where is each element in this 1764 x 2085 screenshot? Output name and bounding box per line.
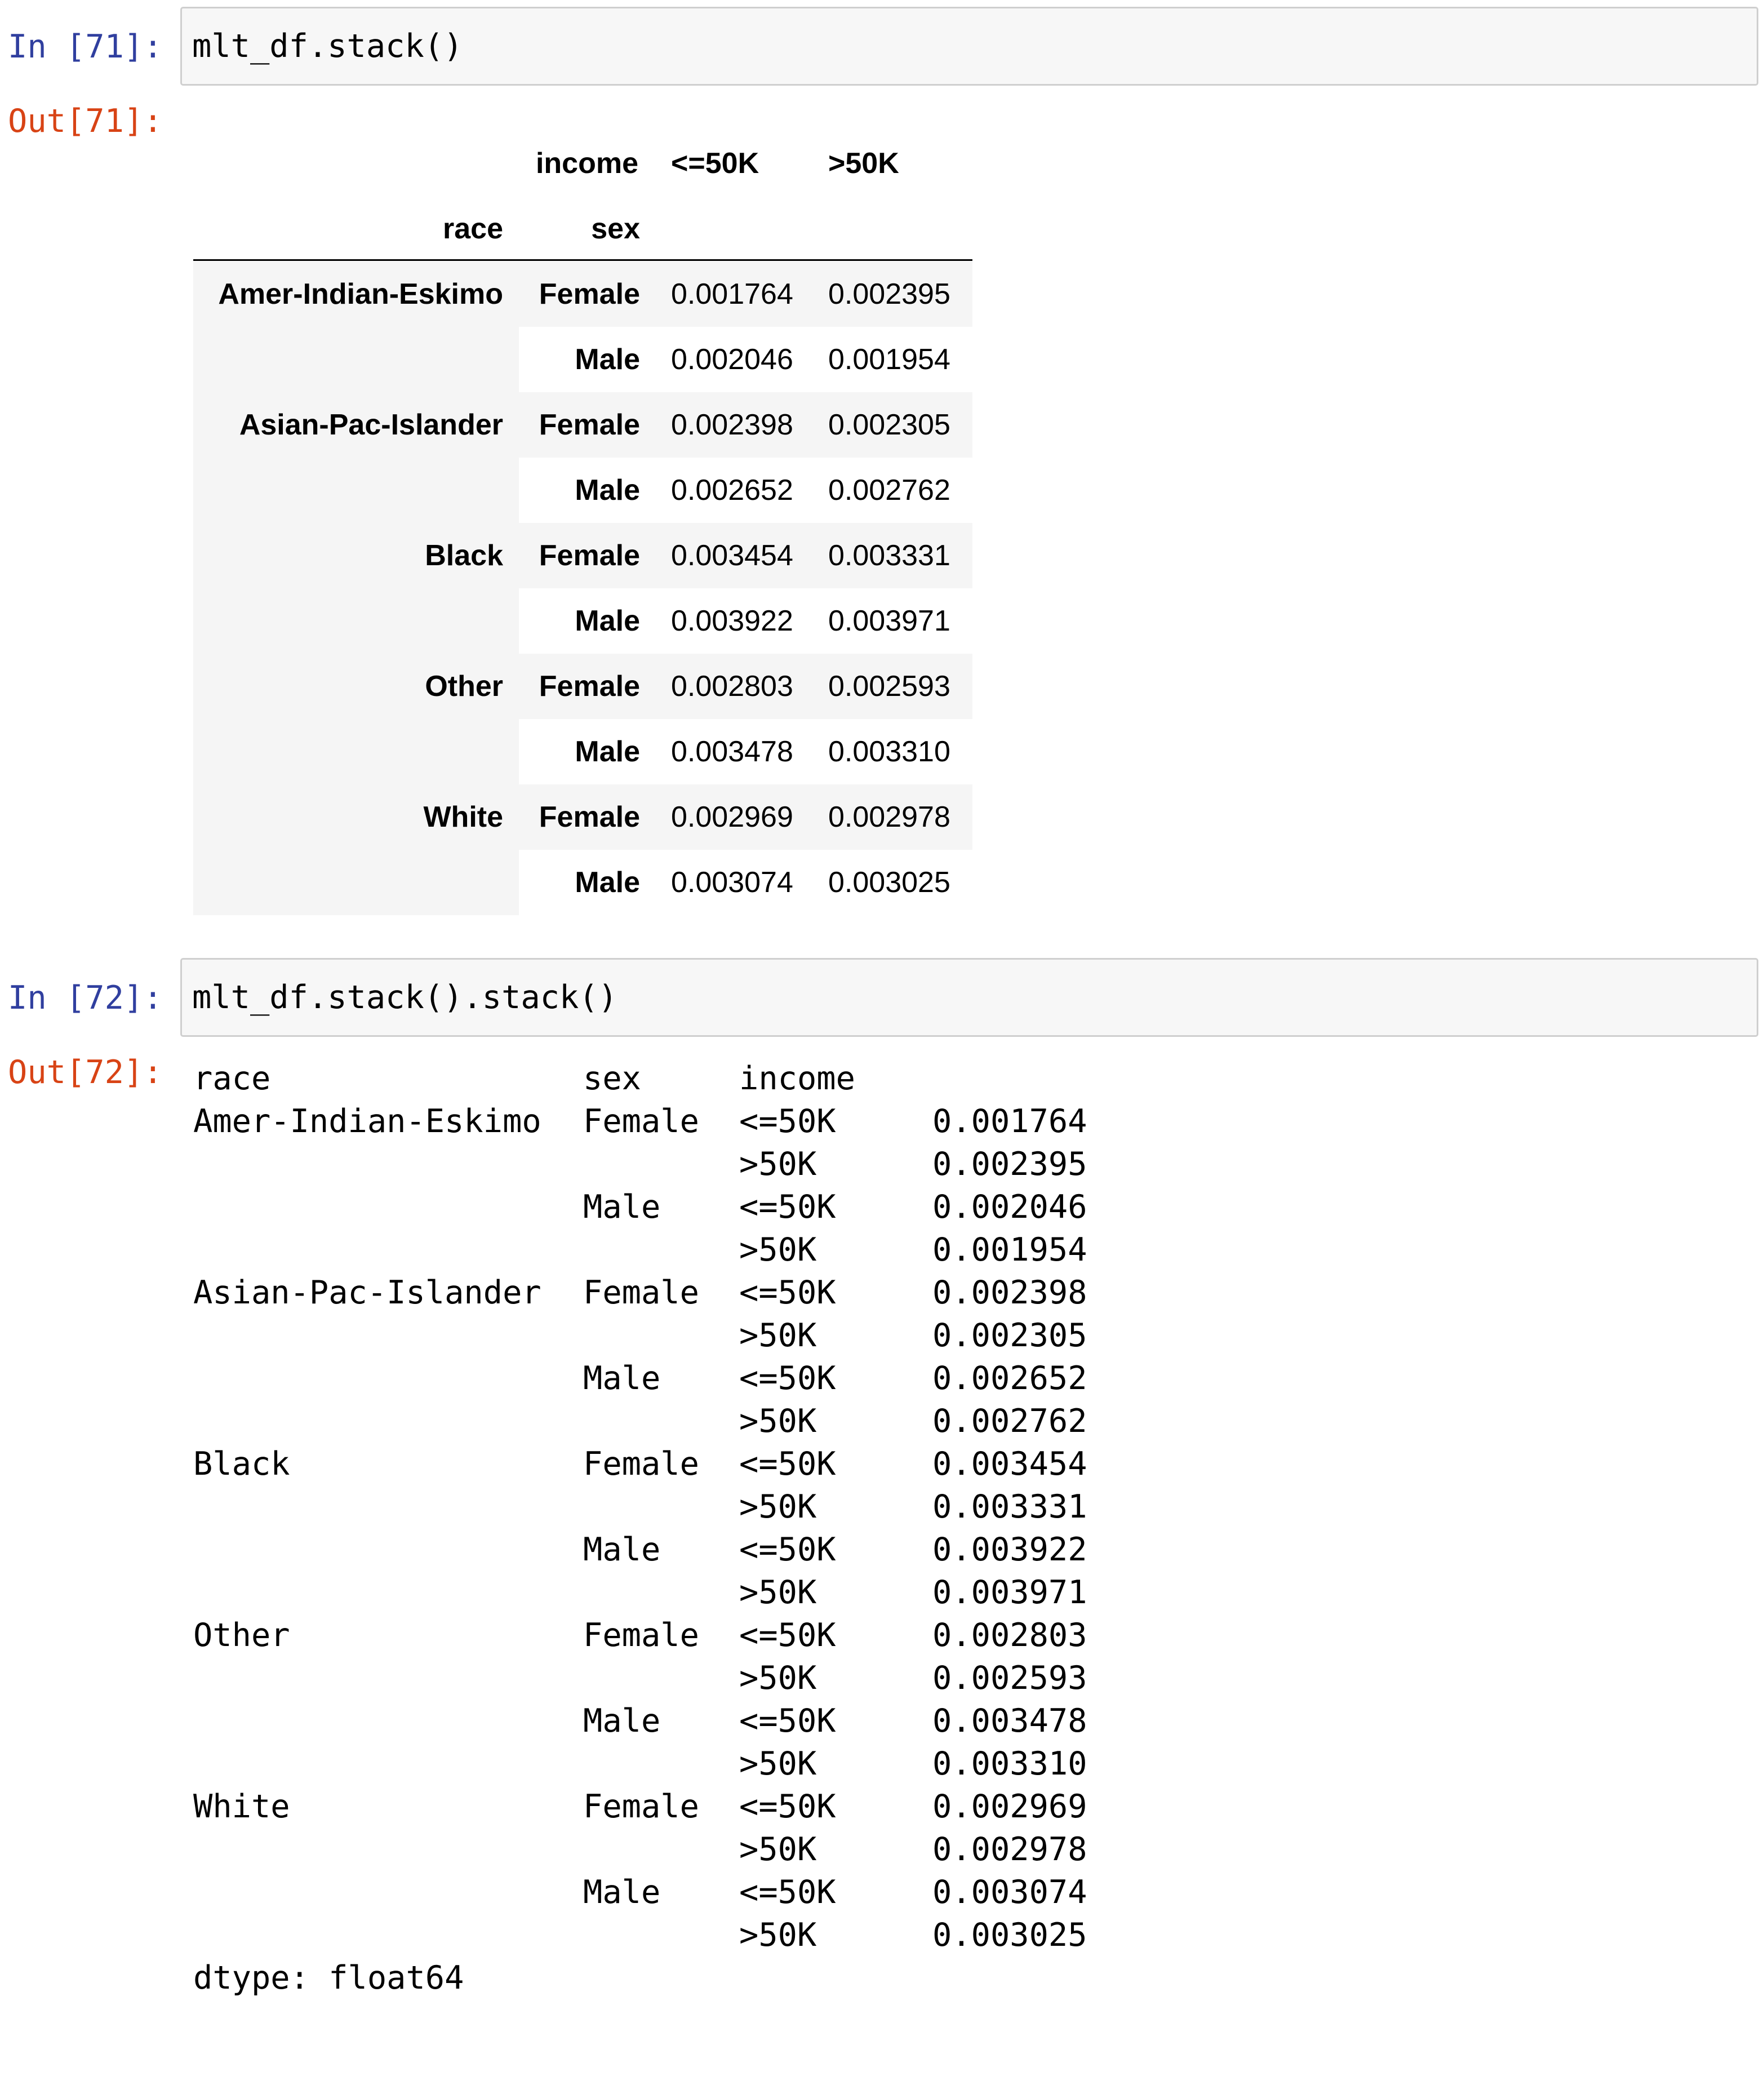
series-row bbox=[193, 1485, 1087, 1528]
code-text: mlt_df.stack() bbox=[192, 28, 463, 65]
df-sex-cell: Female bbox=[539, 539, 640, 572]
df-value-cell: 0.003025 bbox=[828, 866, 950, 899]
series-race: White bbox=[193, 1788, 290, 1825]
series-value: 0.003310 bbox=[932, 1745, 1087, 1782]
df-sex-cell: Female bbox=[539, 801, 640, 833]
df-value-cell: 0.003922 bbox=[671, 605, 793, 637]
df-value-cell: 0.003331 bbox=[828, 539, 950, 572]
series-body bbox=[193, 1100, 1087, 1957]
df-sex-cell: Male bbox=[575, 605, 640, 637]
series-value: 0.002395 bbox=[932, 1146, 1087, 1183]
series-header-sex: sex bbox=[583, 1060, 641, 1097]
df-value-cell: 0.002762 bbox=[828, 474, 950, 507]
series-header-income: income bbox=[739, 1060, 855, 1097]
series-race: Black bbox=[193, 1445, 290, 1483]
df-value-cell: 0.002978 bbox=[828, 801, 950, 833]
df-value-cell: 0.002395 bbox=[828, 278, 950, 310]
df-value-cell: 0.002803 bbox=[671, 670, 793, 703]
series-output bbox=[193, 1057, 1087, 1999]
series-income: <=50K bbox=[739, 1274, 836, 1311]
series-value: 0.001954 bbox=[932, 1231, 1087, 1268]
series-sex: Male bbox=[583, 1360, 661, 1397]
df-value-cell: 0.003971 bbox=[828, 605, 950, 637]
series-income: >50K bbox=[739, 1660, 817, 1697]
df-value-cell: 0.003310 bbox=[828, 735, 950, 768]
df-sex-cell: Male bbox=[575, 866, 640, 899]
series-value: 0.002969 bbox=[932, 1788, 1087, 1825]
series-row bbox=[193, 1314, 1087, 1357]
series-row bbox=[193, 1271, 1087, 1314]
df-race-cell bbox=[193, 719, 519, 784]
df-value-cell: 0.002652 bbox=[671, 474, 793, 507]
series-value: 0.003922 bbox=[932, 1531, 1087, 1568]
series-value: 0.003971 bbox=[932, 1574, 1087, 1611]
series-sex: Female bbox=[583, 1274, 699, 1311]
series-row bbox=[193, 1614, 1087, 1657]
series-header-race: race bbox=[193, 1060, 271, 1097]
series-row bbox=[193, 1742, 1087, 1785]
series-value: 0.002803 bbox=[932, 1617, 1087, 1654]
series-row bbox=[193, 1100, 1087, 1143]
df-value-cell: 0.002969 bbox=[671, 801, 793, 833]
df-sex-cell: Male bbox=[575, 735, 640, 768]
df-index-name: race bbox=[443, 212, 503, 245]
series-income: <=50K bbox=[739, 1874, 836, 1911]
series-value: 0.003454 bbox=[932, 1445, 1087, 1483]
df-sex-cell: Male bbox=[575, 343, 640, 376]
series-row bbox=[193, 1443, 1087, 1485]
series-value: 0.002046 bbox=[932, 1188, 1087, 1226]
series-income: >50K bbox=[739, 1146, 817, 1183]
series-row bbox=[193, 1871, 1087, 1914]
df-race-cell: Amer-Indian-Eskimo bbox=[193, 261, 519, 327]
series-value: 0.002305 bbox=[932, 1317, 1087, 1354]
series-income: <=50K bbox=[739, 1445, 836, 1483]
df-index-name: sex bbox=[591, 212, 640, 245]
in-prompt-71: In [71]: bbox=[8, 28, 163, 65]
series-row bbox=[193, 1357, 1087, 1400]
series-row bbox=[193, 1400, 1087, 1443]
series-sex: Male bbox=[583, 1702, 661, 1740]
series-income: <=50K bbox=[739, 1103, 836, 1140]
series-value: 0.002652 bbox=[932, 1360, 1087, 1397]
df-col-header: <=50K bbox=[671, 147, 759, 180]
df-sex-cell: Male bbox=[575, 474, 640, 507]
series-income: >50K bbox=[739, 1231, 817, 1268]
series-row bbox=[193, 1143, 1087, 1186]
df-race-cell bbox=[193, 850, 519, 915]
df-value-cell: 0.003478 bbox=[671, 735, 793, 768]
df-value-cell: 0.001954 bbox=[828, 343, 950, 376]
df-sex-cell: Female bbox=[539, 670, 640, 703]
series-row bbox=[193, 1785, 1087, 1828]
series-dtype bbox=[193, 1957, 464, 1999]
df-race-cell bbox=[193, 588, 519, 654]
series-sex: Male bbox=[583, 1874, 661, 1911]
series-sex: Female bbox=[583, 1445, 699, 1483]
series-income: >50K bbox=[739, 1574, 817, 1611]
series-race: Asian-Pac-Islander bbox=[193, 1274, 541, 1311]
series-income: <=50K bbox=[739, 1788, 836, 1825]
df-race-cell: White bbox=[193, 784, 519, 850]
series-row bbox=[193, 1228, 1087, 1271]
df-columns-name: income bbox=[535, 147, 638, 180]
series-income: <=50K bbox=[739, 1531, 836, 1568]
df-value-cell: 0.002593 bbox=[828, 670, 950, 703]
series-sex: Male bbox=[583, 1531, 661, 1568]
df-value-cell: 0.002398 bbox=[671, 409, 793, 441]
series-row bbox=[193, 1657, 1087, 1700]
df-header-divider bbox=[193, 259, 972, 261]
series-value: 0.001764 bbox=[932, 1103, 1087, 1140]
series-race: Amer-Indian-Eskimo bbox=[193, 1103, 541, 1140]
series-income: >50K bbox=[739, 1831, 817, 1868]
series-row bbox=[193, 1186, 1087, 1228]
series-income: >50K bbox=[739, 1317, 817, 1354]
series-income: <=50K bbox=[739, 1360, 836, 1397]
series-row bbox=[193, 1528, 1087, 1571]
in-prompt-72: In [72]: bbox=[8, 979, 163, 1017]
series-income: >50K bbox=[739, 1917, 817, 1954]
out-prompt-71: Out[71]: bbox=[8, 103, 163, 140]
df-race-cell bbox=[193, 458, 519, 523]
df-sex-cell: Female bbox=[539, 409, 640, 441]
out-prompt-72: Out[72]: bbox=[8, 1054, 163, 1091]
df-value-cell: 0.002305 bbox=[828, 409, 950, 441]
series-sex: Female bbox=[583, 1788, 699, 1825]
code-input-72[interactable] bbox=[180, 958, 1758, 1037]
dtype-label: dtype: float64 bbox=[193, 1959, 464, 1997]
series-header bbox=[193, 1057, 855, 1100]
series-value: 0.002762 bbox=[932, 1403, 1087, 1440]
series-row bbox=[193, 1571, 1087, 1614]
series-value: 0.003478 bbox=[932, 1702, 1087, 1740]
df-race-cell: Other bbox=[193, 654, 519, 719]
series-income: >50K bbox=[739, 1488, 817, 1525]
series-sex: Male bbox=[583, 1188, 661, 1226]
series-row bbox=[193, 1914, 1087, 1957]
series-sex: Female bbox=[583, 1103, 699, 1140]
series-value: 0.002593 bbox=[932, 1660, 1087, 1697]
series-value: 0.003074 bbox=[932, 1874, 1087, 1911]
df-value-cell: 0.002046 bbox=[671, 343, 793, 376]
df-race-cell bbox=[193, 327, 519, 392]
code-text: mlt_df.stack().stack() bbox=[192, 979, 617, 1016]
series-income: <=50K bbox=[739, 1702, 836, 1740]
series-row bbox=[193, 1700, 1087, 1742]
series-income: >50K bbox=[739, 1403, 817, 1440]
series-race: Other bbox=[193, 1617, 290, 1654]
series-value: 0.003025 bbox=[932, 1917, 1087, 1954]
df-value-cell: 0.003454 bbox=[671, 539, 793, 572]
df-value-cell: 0.001764 bbox=[671, 278, 793, 310]
series-sex: Female bbox=[583, 1617, 699, 1654]
df-col-header: >50K bbox=[828, 147, 899, 180]
df-sex-cell: Female bbox=[539, 278, 640, 310]
code-input-71[interactable] bbox=[180, 7, 1758, 86]
series-row bbox=[193, 1828, 1087, 1871]
series-value: 0.003331 bbox=[932, 1488, 1087, 1525]
df-race-cell: Black bbox=[193, 523, 519, 588]
df-race-cell: Asian-Pac-Islander bbox=[193, 392, 519, 458]
series-value: 0.002978 bbox=[932, 1831, 1087, 1868]
df-value-cell: 0.003074 bbox=[671, 866, 793, 899]
series-income: <=50K bbox=[739, 1617, 836, 1654]
series-income: <=50K bbox=[739, 1188, 836, 1226]
series-value: 0.002398 bbox=[932, 1274, 1087, 1311]
series-income: >50K bbox=[739, 1745, 817, 1782]
